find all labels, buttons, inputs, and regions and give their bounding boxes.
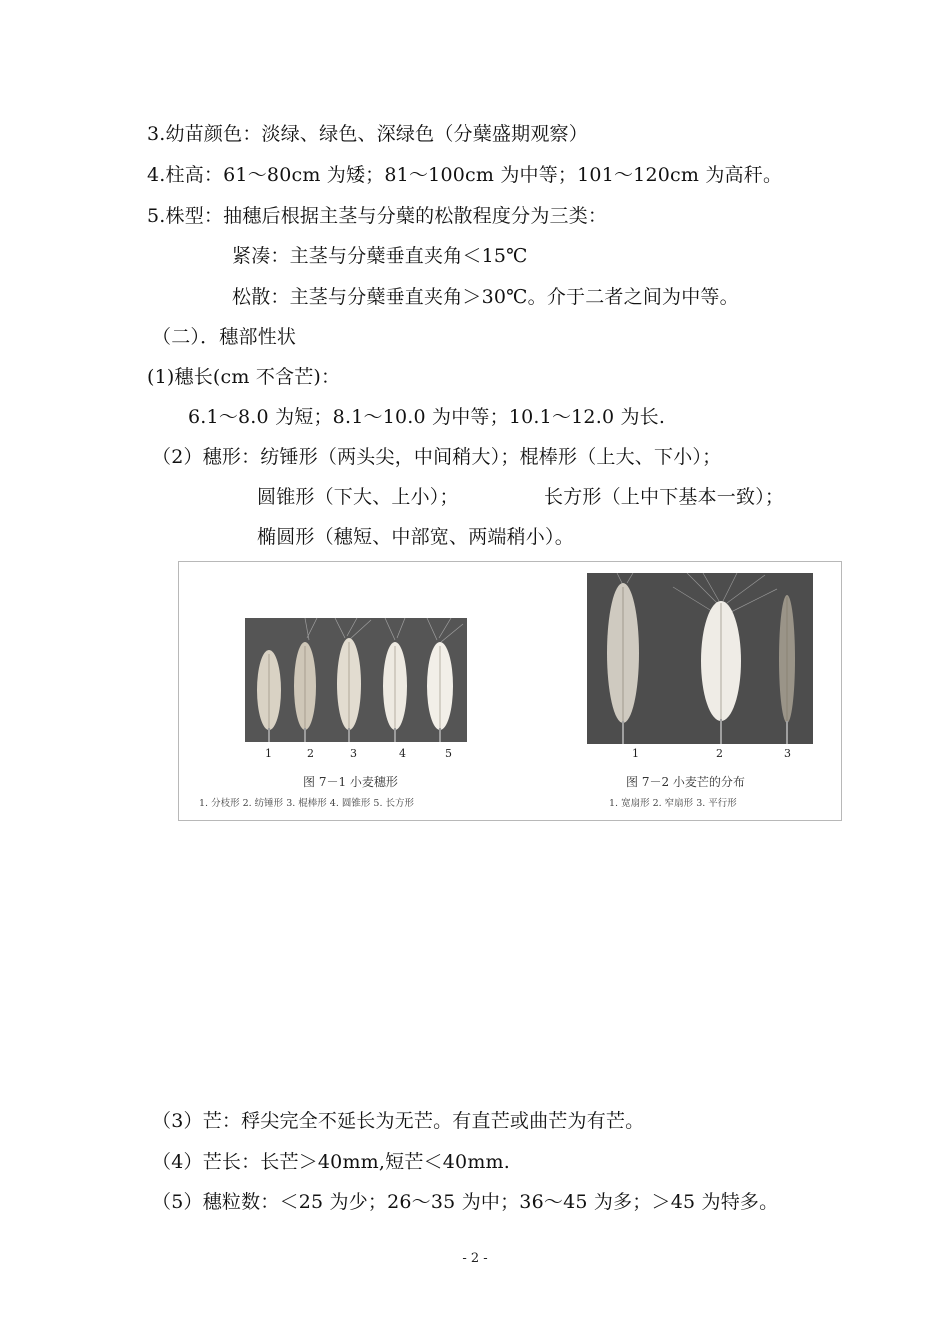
text-line-awn-length: （4）芒长：长芒＞40mm,短芒＜40mm. xyxy=(152,1151,510,1173)
figure-panel xyxy=(178,561,842,821)
spike-shape-number-5: 5 xyxy=(445,747,452,760)
text-line-awn: （3）芒：稃尖完全不延长为无芒。有直芒或曲芒为有芒。 xyxy=(152,1110,645,1132)
text-line-grain-count: （5）穗粒数：＜25 为少；26～35 为中；36～45 为多；＞45 为特多。 xyxy=(152,1191,779,1213)
awn-number-2: 2 xyxy=(716,747,723,760)
spike-shape-photo xyxy=(245,618,467,742)
text-line-loose: 松散：主茎与分蘖垂直夹角＞30℃。介于二者之间为中等。 xyxy=(232,286,739,308)
awn-number-3: 3 xyxy=(784,747,791,760)
figure1-legend: 1. 分枝形 2. 纺锤形 3. 棍棒形 4. 圆锥形 5. 长方形 xyxy=(199,798,414,809)
awn-distribution-illustration xyxy=(587,573,813,744)
text-line-seedling-color: 3.幼苗颜色：淡绿、绿色、深绿色（分蘖盛期观察） xyxy=(147,123,588,145)
figure2-legend: 1. 宽扇形 2. 窄扇形 3. 平行形 xyxy=(609,798,737,809)
text-line-spike-length: (1)穗长(cm 不含芒)： xyxy=(147,366,341,388)
awn-number-1: 1 xyxy=(632,747,639,760)
spike-shape-number-4: 4 xyxy=(399,747,406,760)
figure2-caption: 图 7－2 小麦芒的分布 xyxy=(626,775,745,789)
awn-distribution-photo xyxy=(587,573,813,744)
section-heading-spike-traits: （二）．穗部性状 xyxy=(152,326,297,348)
text-line-spike-shape: （2）穗形：纺锤形（两头尖，中间稍大）；棍棒形（上大、下小）； xyxy=(152,446,722,468)
figure1-caption: 图 7－1 小麦穗形 xyxy=(303,775,398,789)
text-line-rectangular-shape: 长方形（上中下基本一致）； xyxy=(544,486,785,508)
spike-shape-number-2: 2 xyxy=(307,747,314,760)
text-line-oval-shape: 椭圆形（穗短、中部宽、两端稍小）。 xyxy=(257,526,574,548)
text-line-spike-length-values: 6.1～8.0 为短；8.1～10.0 为中等；10.1～12.0 为长. xyxy=(188,406,666,428)
text-line-plant-type: 5.株型：抽穗后根据主茎与分蘖的松散程度分为三类： xyxy=(147,205,608,227)
spike-shape-number-3: 3 xyxy=(350,747,357,760)
text-line-cone-shape: 圆锥形（下大、上小）； xyxy=(257,486,459,508)
text-line-compact: 紧凑：主茎与分蘖垂直夹角＜15℃ xyxy=(232,245,528,267)
page-number: - 2 - xyxy=(462,1251,488,1266)
spike-shape-number-1: 1 xyxy=(265,747,272,760)
text-line-plant-height: 4.柱高：61～80cm 为矮；81～100cm 为中等；101～120cm 为高秆。 xyxy=(147,164,783,186)
spike-shape-illustration xyxy=(245,618,467,742)
